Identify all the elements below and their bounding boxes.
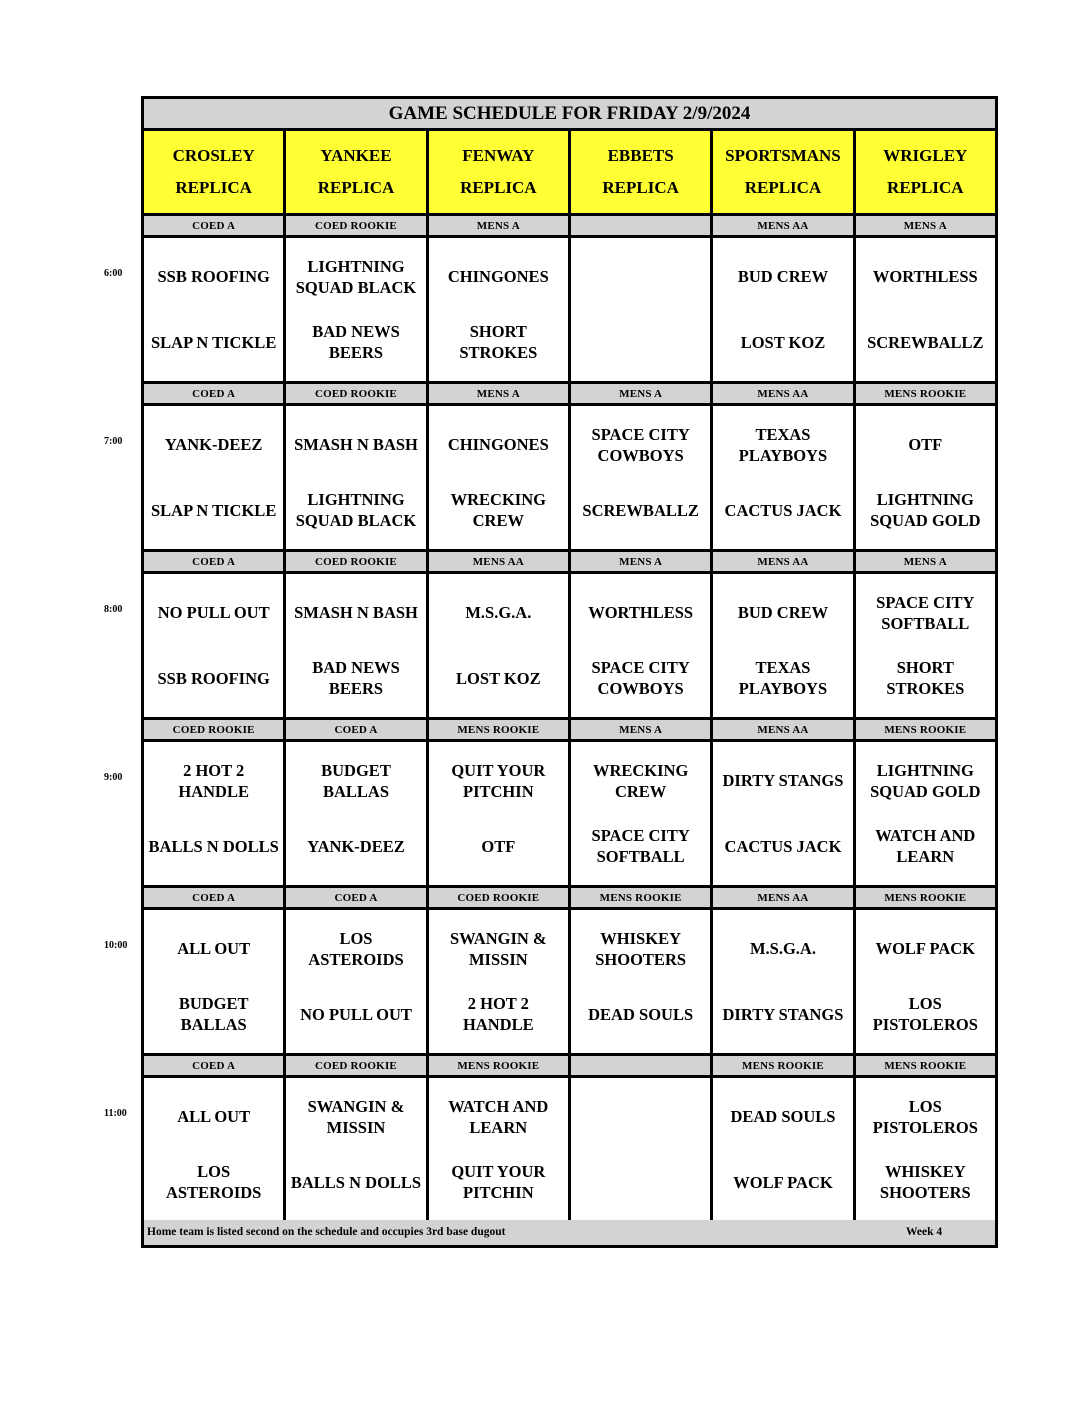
division-label: MENS A [856, 216, 995, 235]
away-team: ALL OUT [177, 939, 251, 959]
division-label: MENS ROOKIE [856, 888, 995, 907]
away-team: DIRTY STANGS [722, 771, 844, 791]
home-team: SHORT STROKES [459, 322, 538, 363]
home-team: SCREWBALLZ [867, 332, 984, 352]
away-team: WORTHLESS [872, 267, 978, 287]
home-team: BAD NEWS BEERS [312, 658, 400, 699]
away-team: SMASH N BASH [294, 435, 418, 455]
home-team: LOS ASTEROIDS [165, 1162, 262, 1203]
game-cell [429, 238, 568, 381]
division-label: COED ROOKIE [286, 1056, 425, 1075]
game-cell [713, 742, 852, 885]
home-team: WRECKING CREW [450, 490, 546, 531]
game-cell [286, 1078, 425, 1221]
division-label [571, 1056, 710, 1075]
game-cell [286, 910, 425, 1053]
schedule-title: GAME SCHEDULE FOR FRIDAY 2/9/2024 [144, 99, 995, 128]
game-cell [429, 910, 568, 1053]
game-row [144, 406, 995, 549]
game-cell [286, 742, 425, 885]
division-label: COED ROOKIE [286, 216, 425, 235]
field-name: WRIGLEY [883, 146, 968, 165]
schedule-table [141, 96, 998, 1248]
home-team: LIGHTNING SQUAD BLACK [295, 490, 417, 531]
field-header-ebbets [571, 131, 710, 213]
division-label: MENS A [856, 552, 995, 571]
division-label: MENS ROOKIE [429, 1056, 568, 1075]
game-cell [144, 910, 283, 1053]
away-team: SPACE CITY SOFTBALL [876, 592, 975, 633]
home-team: TEXAS PLAYBOYS [738, 658, 828, 699]
game-cell [144, 238, 283, 381]
game-row [144, 238, 995, 381]
away-team: QUIT YOUR PITCHIN [451, 760, 546, 801]
game-cell [856, 910, 995, 1053]
division-label: MENS A [429, 384, 568, 403]
division-label: COED A [144, 384, 283, 403]
division-label: COED ROOKIE [286, 384, 425, 403]
division-row [144, 888, 995, 907]
division-label: MENS ROOKIE [429, 720, 568, 739]
field-header-fenway [429, 131, 568, 213]
field-header-row [144, 131, 995, 213]
home-team: YANK-DEEZ [307, 836, 405, 856]
field-header-yankee [286, 131, 425, 213]
field-name: SPORTSMANS [725, 146, 841, 165]
field-type: REPLICA [744, 178, 822, 197]
home-team: QUIT YOUR PITCHIN [451, 1162, 546, 1203]
away-team: M.S.G.A. [465, 603, 532, 623]
away-team: WORTHLESS [588, 603, 694, 623]
division-row [144, 1056, 995, 1075]
division-label: MENS AA [713, 216, 852, 235]
away-team: WHISKEY SHOOTERS [595, 928, 687, 969]
away-team: LIGHTNING SQUAD BLACK [295, 256, 417, 297]
game-cell [856, 574, 995, 717]
time-slot-label: 11:00 [104, 1108, 127, 1119]
division-row [144, 720, 995, 739]
division-label: MENS A [571, 552, 710, 571]
home-team: SPACE CITY SOFTBALL [591, 826, 690, 867]
away-team: LIGHTNING SQUAD GOLD [870, 760, 981, 801]
game-cell [713, 238, 852, 381]
home-team: SLAP N TICKLE [151, 500, 277, 520]
game-cell [429, 406, 568, 549]
division-label: MENS AA [429, 552, 568, 571]
home-team [571, 1155, 710, 1209]
division-label: MENS ROOKIE [856, 720, 995, 739]
away-team: WOLF PACK [875, 939, 976, 959]
field-name: EBBETS [607, 146, 674, 165]
away-team: TEXAS PLAYBOYS [738, 424, 828, 465]
game-cell [144, 742, 283, 885]
game-row [144, 1078, 995, 1221]
time-slot-label: 9:00 [104, 772, 123, 783]
division-label: MENS AA [713, 720, 852, 739]
game-cell [144, 406, 283, 549]
away-team: BUD CREW [737, 267, 829, 287]
home-team: DIRTY STANGS [722, 1004, 844, 1024]
field-type: REPLICA [887, 178, 964, 197]
division-label: COED A [286, 888, 425, 907]
home-team: BUDGET BALLAS [178, 994, 249, 1035]
game-row [144, 574, 995, 717]
division-label: MENS ROOKIE [856, 1056, 995, 1075]
away-team: LOS PISTOLEROS [872, 1096, 978, 1137]
home-team-note: Home team is listed second on the schedule and occupies 3rd base dugout [147, 1226, 506, 1238]
home-team: LOST KOZ [456, 668, 541, 688]
week-label: Week 4 [906, 1226, 943, 1238]
game-cell [571, 910, 710, 1053]
away-team [571, 1090, 710, 1144]
division-label [571, 216, 710, 235]
away-team [571, 250, 710, 304]
game-cell [571, 406, 710, 549]
division-label: MENS A [429, 216, 568, 235]
home-team: CACTUS JACK [724, 500, 842, 520]
away-team: 2 HOT 2 HANDLE [178, 760, 249, 801]
game-cell [144, 1078, 283, 1221]
division-label: MENS ROOKIE [856, 384, 995, 403]
game-cell [429, 1078, 568, 1221]
game-cell [856, 742, 995, 885]
field-header-sportsmans [713, 131, 852, 213]
field-header-wrigley [856, 131, 995, 213]
division-label: MENS A [571, 384, 710, 403]
home-team: LOS PISTOLEROS [872, 994, 978, 1035]
away-team: SPACE CITY COWBOYS [591, 424, 690, 465]
division-label: MENS ROOKIE [713, 1056, 852, 1075]
away-team: CHINGONES [447, 267, 549, 287]
away-team: YANK-DEEZ [164, 435, 263, 455]
division-label: MENS A [571, 720, 710, 739]
division-row [144, 552, 995, 571]
division-label: COED ROOKIE [144, 720, 283, 739]
away-team: WRECKING CREW [592, 760, 689, 801]
away-team: WATCH AND LEARN [448, 1096, 549, 1137]
home-team: LIGHTNING SQUAD GOLD [870, 490, 981, 531]
division-label: COED ROOKIE [429, 888, 568, 907]
away-team: CHINGONES [447, 435, 549, 455]
time-slot-label: 6:00 [104, 268, 123, 279]
game-cell [571, 1078, 710, 1221]
field-type: REPLICA [175, 178, 252, 197]
field-type: REPLICA [602, 178, 679, 197]
game-cell [856, 1078, 995, 1221]
home-team: BAD NEWS BEERS [312, 322, 400, 363]
time-slot-label: 10:00 [104, 940, 128, 951]
away-team: OTF [908, 435, 943, 455]
field-type: REPLICA [460, 178, 537, 197]
field-type: REPLICA [317, 178, 395, 197]
game-row [144, 910, 995, 1053]
division-label: COED A [286, 720, 425, 739]
division-label: COED ROOKIE [286, 552, 425, 571]
away-team: LOS ASTEROIDS [308, 928, 404, 969]
home-team: WHISKEY SHOOTERS [879, 1162, 971, 1203]
field-name: YANKEE [320, 146, 392, 165]
game-cell [286, 406, 425, 549]
game-cell [429, 742, 568, 885]
away-team: ALL OUT [177, 1107, 251, 1127]
game-cell [429, 574, 568, 717]
home-team: LOST KOZ [740, 332, 826, 352]
away-team: NO PULL OUT [157, 603, 270, 623]
game-cell [571, 742, 710, 885]
game-cell [571, 238, 710, 381]
game-cell [571, 574, 710, 717]
home-team: DEAD SOULS [588, 1004, 694, 1024]
away-team: M.S.G.A. [749, 939, 816, 959]
division-label: COED A [144, 552, 283, 571]
division-row [144, 216, 995, 235]
home-team: OTF [481, 836, 516, 856]
field-name: CROSLEY [172, 146, 255, 165]
division-label: MENS AA [713, 552, 852, 571]
division-label: MENS ROOKIE [571, 888, 710, 907]
game-cell [713, 406, 852, 549]
game-cell [286, 238, 425, 381]
home-team: BALLS N DOLLS [290, 1172, 422, 1192]
home-team: BALLS N DOLLS [148, 836, 279, 856]
game-cell [713, 574, 852, 717]
home-team: SHORT STROKES [886, 658, 965, 699]
field-header-crosley [144, 131, 283, 213]
home-team: SPACE CITY COWBOYS [591, 658, 690, 699]
away-team: DEAD SOULS [730, 1107, 836, 1127]
away-team: SWANGIN & MISSIN [307, 1096, 405, 1137]
division-label: COED A [144, 216, 283, 235]
away-team: BUDGET BALLAS [321, 760, 391, 801]
home-team: WOLF PACK [733, 1172, 833, 1192]
game-cell [144, 574, 283, 717]
field-name: FENWAY [462, 146, 535, 165]
away-team: SMASH N BASH [294, 603, 418, 623]
schedule-footer [144, 1220, 995, 1245]
division-label: COED A [144, 1056, 283, 1075]
home-team: 2 HOT 2 HANDLE [463, 994, 534, 1035]
home-team [571, 315, 710, 369]
home-team: SSB ROOFING [157, 668, 270, 688]
home-team: WATCH AND LEARN [875, 826, 976, 867]
home-team: CACTUS JACK [724, 836, 842, 856]
time-slot-label: 8:00 [104, 604, 123, 615]
time-slot-label: 7:00 [104, 436, 123, 447]
division-label: MENS AA [713, 888, 852, 907]
away-team: BUD CREW [737, 603, 829, 623]
away-team: SWANGIN & MISSIN [449, 928, 547, 969]
game-cell [713, 1078, 852, 1221]
home-team: SLAP N TICKLE [151, 332, 277, 352]
home-team: SCREWBALLZ [582, 500, 699, 520]
division-label: COED A [144, 888, 283, 907]
game-row [144, 742, 995, 885]
division-row [144, 384, 995, 403]
division-label: MENS AA [713, 384, 852, 403]
home-team: NO PULL OUT [300, 1004, 412, 1024]
game-cell [286, 574, 425, 717]
game-cell [856, 406, 995, 549]
game-cell [713, 910, 852, 1053]
away-team: SSB ROOFING [157, 267, 270, 287]
game-cell [856, 238, 995, 381]
